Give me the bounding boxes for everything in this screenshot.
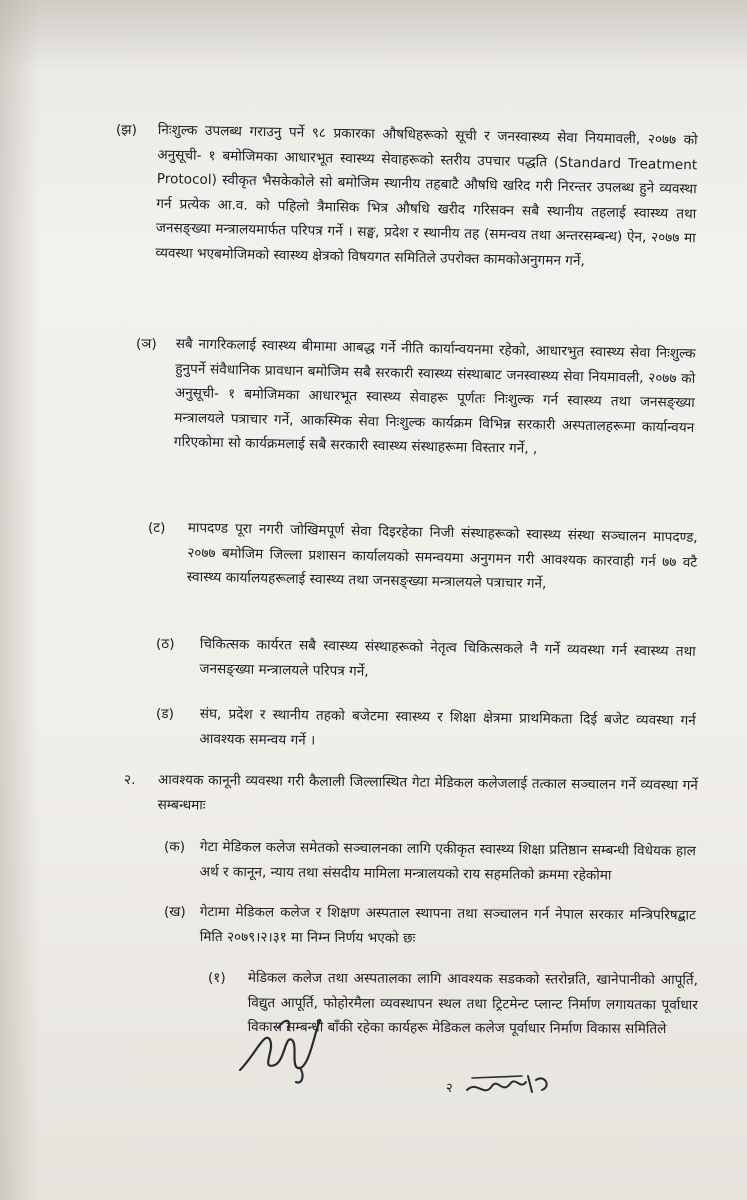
signature-right	[462, 1068, 572, 1108]
page-number: २	[446, 1081, 453, 1096]
subitem-label-ka: (क)	[164, 839, 186, 855]
page-shadow-top	[0, 0, 747, 70]
signature-left	[230, 1010, 350, 1090]
page-shadow-left	[0, 0, 40, 1200]
section-2-heading: आवश्यक कानूनी व्यवस्था गरी कैलाली जिल्लास्थित गेटा मेडिकल कलेजलाई तत्काल सञ्चालन गर्ने व्यवस्था गर्ने सम्बन्धमाः	[157, 771, 698, 813]
subitem-text-kha: गेटामा मेडिकल कलेज र शिक्षण अस्पताल स्थापना तथा सञ्चालन गर्न नेपाल सरकार मन्त्रिपरिषद्बाट मिति २०७९।२।३१ मा निम्न निर्णय भएको छः	[199, 903, 696, 947]
item-text-jha: निःशुल्क उपलब्ध गराउनु पर्ने ९८ प्रकारका औषधिहरूको सूची र जनस्वास्थ्य सेवा नियमावली, २०७७ को अनुसूची- १ बमोजिमका आधारभूत स्वास्थ्य सेवाहरूको स्तरीय उपचार पद्धति (Standard Treatment Protocol) स्वीकृत भैसकेकोले सो बमोजिम स्थानीय तहबाटै औषधि खरिद गरी निरन्तर उपलब्ध हुने व्यवस्था गर्न प्रत्येक आ.व. को पहिलो त्रैमासिक भित्र औषधि खरीद गरिसक्न सबै स्थानीय तहलाई स्वास्थ्य तथा जनसङ्ख्या मन्त्रालयमार्फत परिपत्र गर्ने । सङ्घ, प्रदेश र स्थानीय तह (समन्वय तथा अन्तरसम्बन्ध) ऐन, २०७७ मा व्यवस्था भएबमोजिमको स्वास्थ्य क्षेत्रको विषयगत समितिले उपरोक्त कामकोअनुगमन गर्ने,	[155, 121, 698, 269]
subitem-label-kha: (ख)	[164, 904, 186, 920]
item-label-ta: (ट)	[148, 520, 166, 536]
item-text-tha: चिकित्सक कार्यरत सबै स्वास्थ्य संस्थाहरूको नेतृत्व चिकित्सकले नै गर्ने व्यवस्था गर्न स्वास्थ्य तथा जनसङ्ख्या मन्त्रालयले परिपत्र गर्ने,	[199, 635, 696, 680]
item-text-da: संघ, प्रदेश र स्थानीय तहको बजेटमा स्वास्थ्य र शिक्षा क्षेत्रमा प्राथमिकता दिई बजेट व्यवस्था गर्न आवश्यक समन्वय गर्ने ।	[199, 705, 696, 749]
subsub-label-1: (१)	[208, 970, 226, 986]
item-label-nya: (ञ)	[136, 336, 157, 352]
section-2-number: २.	[124, 772, 136, 788]
subsub-text-1: मेडिकल कलेज तथा अस्पतालका लागि आवश्यक सडकको स्तरोन्नति, खानेपानीको आपूर्ति, विद्युत आपूर्ति, फोहोरमैला व्यवस्थापन स्थल तथा ट्रिटमेन्ट प्लान्ट निर्माण लगायतका पूर्वाधार विकास सम्बन्धी बाँकी रहेका कार्यहरू मेडिकल कलेज पूर्वाधार निर्माण विकास समितिले	[247, 969, 698, 1038]
item-text-ta: मापदण्ड पूरा नगरी जोखिमपूर्ण सेवा दिइरहेका निजी संस्थाहरूको स्वास्थ्य संस्था सञ्चालन मापदण्ड, २०७७ बमोजिम जिल्ला प्रशासन कार्यालयको समन्वयमा अनुगमन गरी आवश्यक कारवाही गर्न ७७ वटै स्वास्थ्य कार्यालयहरूलाई स्वास्थ्य तथा जनसङ्ख्या मन्त्रालयले पत्राचार गर्ने,	[186, 519, 698, 592]
item-label-tha: (ठ)	[156, 636, 175, 652]
subitem-text-ka: गेटा मेडिकल कलेज समेतको सञ्चालनका लागि एकीकृत स्वास्थ्य शिक्षा प्रतिष्ठान सम्बन्धी विधेयक हाल अर्थ र कानून, न्याय तथा संसदीय मामिला मन्त्रालयको राय सहमतिको क्रममा रहेकोमा	[199, 838, 696, 884]
item-text-nya: सबै नागरिकलाई स्वास्थ्य बीमामा आबद्ध गर्ने नीति कार्यान्वयनमा रहेको, आधारभुत स्वास्थ्य सेवा निःशुल्क हुनुपर्ने संवैधानिक प्रावधान बमोजिम सबै सरकारी स्वास्थ्य संस्थाबाट जनस्वास्थ्य सेवा नियमावली, २०७७ को अनुसूची- १ बमोजिमका आधारभूत स्वास्थ्य सेवाहरू पूर्णतः निःशुल्क गर्न स्वास्थ्य तथा जनसङ्ख्या मन्त्रालयले पत्राचार गर्ने, आकस्मिक सेवा निःशुल्क कार्यक्रम विभिन्न सरकारी अस्पतालहरूमा कार्यान्वयन गरिएकोमा सो कार्यक्रमलाई सबै सरकारी स्वास्थ्य संस्थाहरूमा विस्तार गर्ने, ,	[173, 335, 696, 457]
item-label-da: (ड)	[156, 706, 174, 722]
item-label-jha: (झ)	[116, 122, 137, 138]
